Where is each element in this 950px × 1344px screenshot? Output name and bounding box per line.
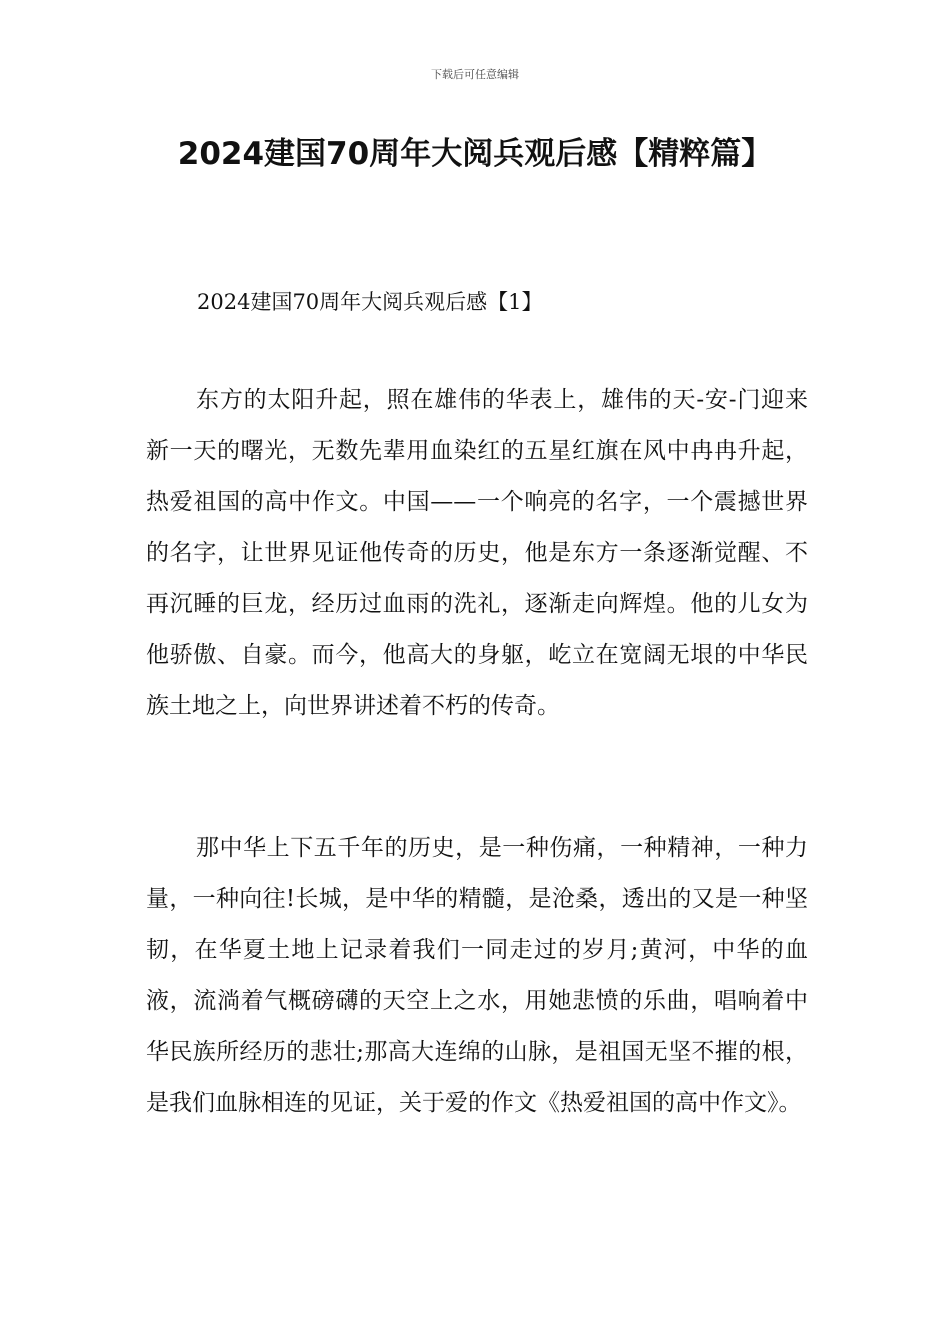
paragraph-1: 东方的太阳升起，照在雄伟的华表上，雄伟的天-安-门迎来新一天的曙光，无数先辈用血染红的五星红旗在风中冉冉升起，热爱祖国的高中作文。中国——一个响亮的名字，一个震撼世界的名字，让世界见证他传奇的历史，他是东方一条逐渐觉醒、不再沉睡的巨龙，经历过血雨的洗礼，逐渐走向辉煌。他的儿女为他骄傲、自豪。而今，他高大的身躯，屹立在宽阔无垠的中华民族土地之上，向世界讲述着不朽的传奇。	[146, 387, 808, 719]
header-note: 下载后可任意编辑	[431, 68, 519, 81]
paragraph-2: 那中华上下五千年的历史，是一种伤痛，一种精神，一种力量，一种向往!长城，是中华的精髓，是沧桑，透出的又是一种坚韧，在华夏土地上记录着我们一同走过的岁月;黄河，中华的血液，流淌着气概磅礴的天空上之水，用她悲愤的乐曲，唱响着中华民族所经历的悲壮;那高大连绵的山脉，是祖国无坚不摧的根，是我们血脉相连的见证，关于爱的作文《热爱祖国的高中作文》。	[146, 835, 808, 1116]
document-title: 2024建国70周年大阅兵观后感【精粹篇】	[177, 136, 773, 172]
section-heading: 2024建国70周年大阅兵观后感【1】	[197, 290, 543, 314]
